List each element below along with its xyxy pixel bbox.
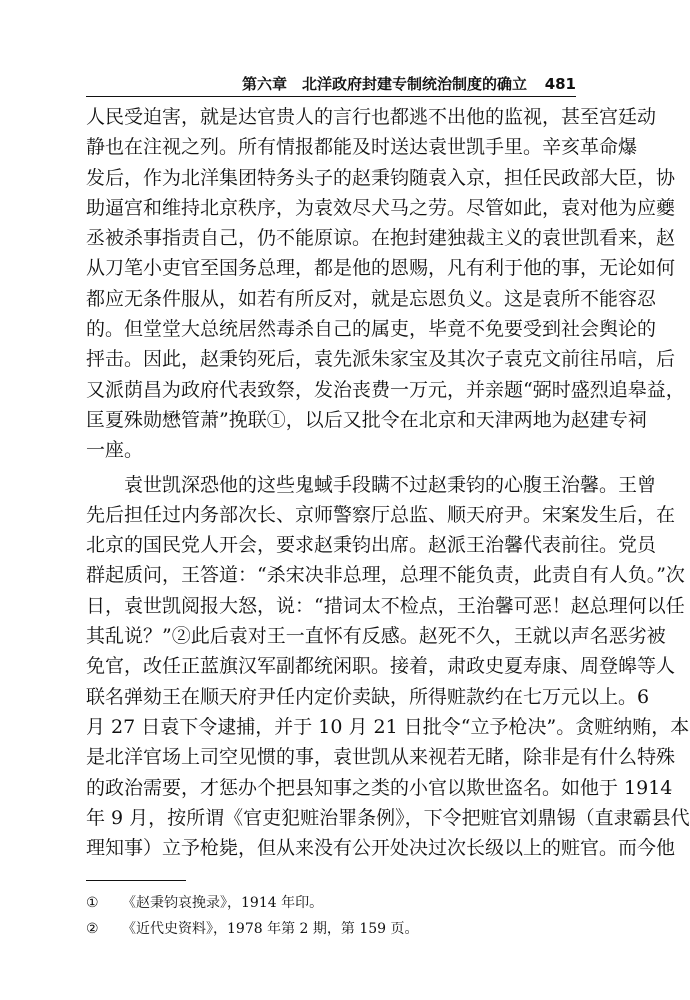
text-line: 的。但堂堂大总统居然毒杀自己的属吏，毕竟不免要受到社会舆论的 — [86, 318, 657, 341]
footnote-2 — [86, 916, 576, 942]
running-header — [86, 74, 576, 96]
text-line: 其乱说？”②此后袁对王一直怀有反感。赵死不久，王就以声名恶劣被 — [86, 625, 666, 648]
text-line: 的政治需要，才惩办个把县知事之类的小官以欺世盗名。如他于 1914 — [86, 776, 673, 799]
text-line: 又派荫昌为政府代表致祭，发治丧费一万元，并亲题“弼时盛烈追皋益， — [86, 378, 685, 401]
text-line: 抨击。因此，赵秉钧死后，袁先派朱家宝及其次子袁克文前往吊唁，后 — [86, 348, 676, 371]
text-line: 免官，改任正蓝旗汉军副都统闲职。接着，肃政史夏寿康、周登皞等人 — [86, 655, 676, 678]
text-line: 从刀笔小吏官至国务总理，都是他的恩赐，凡有利于他的事，无论如何 — [86, 257, 676, 280]
footnote-mark: ① — [86, 895, 99, 911]
text-line: 人民受迫害，就是达官贵人的言行也都逃不出他的监视，甚至宫廷动 — [86, 106, 657, 128]
text-line: 一座。 — [86, 439, 144, 462]
text-line: 是北洋官场上司空见惯的事，袁世凯从来视若无睹，除非是有什么特殊 — [86, 746, 676, 769]
page-number: 481 — [544, 75, 576, 93]
text-line: 群起质问，王答道：“杀宋决非总理，总理不能负责，此责自有人负。”次 — [86, 564, 685, 587]
body-text — [86, 102, 690, 863]
text-line: 月 27 日袁下令逮捕，并于 10 月 21 日批令“立予枪决”。贪赃纳贿，本 — [86, 715, 690, 738]
text-line: 匡夏殊勋懋管萧”挽联①，以后又批令在北京和天津两地为赵建专祠 — [86, 408, 647, 431]
text-line: 先后担任过内务部次长、京师警察厅总监、顺天府尹。宋案发生后，在 — [86, 503, 676, 526]
footnote-mark: ② — [86, 921, 99, 937]
text-line: 助逼宫和维持北京秩序，为袁效尽犬马之劳。尽管如此，袁对他为应夔 — [86, 196, 676, 219]
text-line: 静也在注视之列。所有情报都能及时送达袁世凯手里。辛亥革命爆 — [86, 136, 638, 159]
footnotes — [86, 890, 576, 942]
text-line: 发后，作为北洋集团特务头子的赵秉钧随袁入京，担任民政部大臣，协 — [86, 166, 676, 189]
text-line: 丞被杀事指责自己，仍不能原谅。在抱封建独裁主义的袁世凯看来，赵 — [86, 227, 676, 250]
footnote-text: 《赵秉钧哀挽录》，1914 年印。 — [122, 895, 324, 911]
text-line: 袁世凯深恐他的这些鬼蜮手段瞒不过赵秉钧的心腹王治馨。王曾 — [124, 473, 657, 496]
chapter-title: 第六章 北洋政府封建专制统治制度的确立 — [242, 75, 528, 93]
text-line: 北京的国民党人开会，要求赵秉钧出席。赵派王治馨代表前往。党员 — [86, 534, 657, 557]
header-rule — [86, 96, 576, 97]
footnote-text: 《近代史资料》，1978 年第 2 期，第 159 页。 — [122, 921, 419, 937]
text-line: 联名弹劾王在顺天府尹任内定价卖缺，所得赃款约在七万元以上。6 — [86, 685, 650, 708]
paragraph-2 — [86, 470, 690, 864]
paragraph-1 — [86, 102, 685, 466]
text-line: 年 9 月，按所谓《官吏犯赃治罪条例》，下令把赃官刘鼎锡（直隶霸县代 — [86, 806, 690, 829]
footnote-1 — [86, 890, 576, 916]
text-line: 日，袁世凯阅报大怒，说：“措词太不检点，王治馨可恶！赵总理何以任 — [86, 594, 685, 617]
text-line: 都应无条件服从，如若有所反对，就是忘恩负义。这是袁所不能容忍 — [86, 287, 657, 310]
text-line: 理知事）立予枪毙，但从来没有公开处决过次长级以上的赃官。而今他 — [86, 837, 676, 860]
footnote-rule — [86, 880, 186, 881]
